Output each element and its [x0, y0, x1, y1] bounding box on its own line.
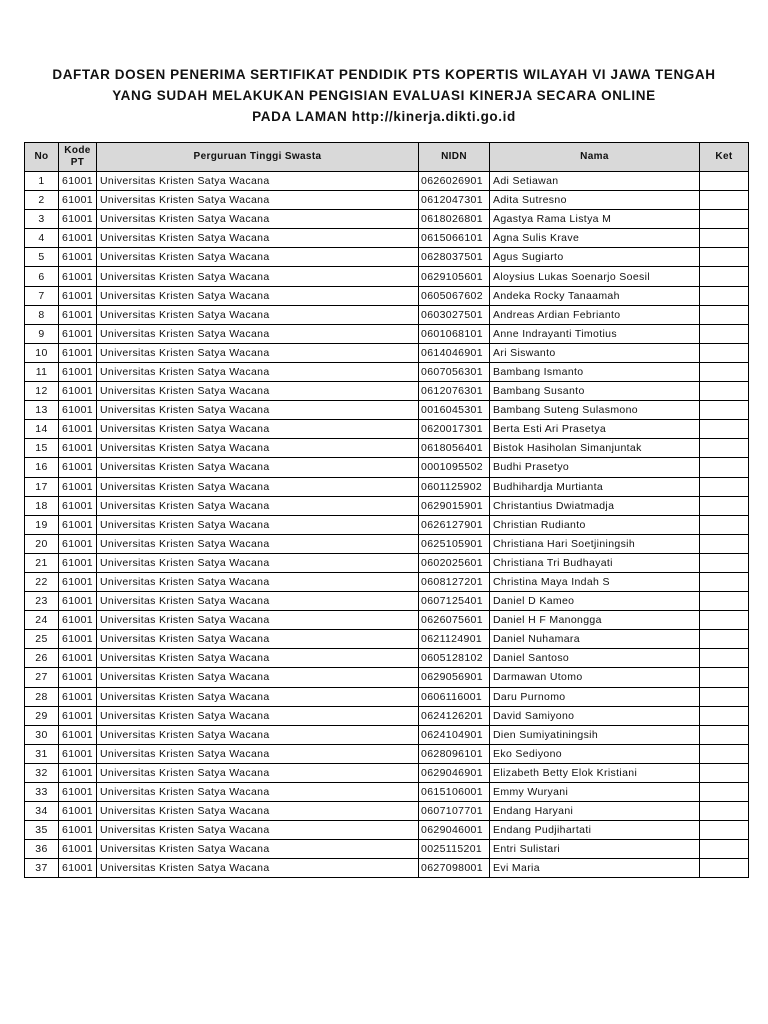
lecturer-table	[24, 142, 749, 878]
cell-nama: Agna Sulis Krave	[490, 229, 700, 248]
cell-perguruan-tinggi: Universitas Kristen Satya Wacana	[97, 267, 419, 286]
cell-ket	[700, 802, 749, 821]
cell-nama: Endang Haryani	[490, 802, 700, 821]
cell-nama: Ari Siswanto	[490, 343, 700, 362]
cell-kode-pt: 61001	[59, 286, 97, 305]
cell-no: 5	[25, 248, 59, 267]
cell-perguruan-tinggi: Universitas Kristen Satya Wacana	[97, 534, 419, 553]
cell-perguruan-tinggi: Universitas Kristen Satya Wacana	[97, 229, 419, 248]
cell-perguruan-tinggi: Universitas Kristen Satya Wacana	[97, 401, 419, 420]
cell-no: 9	[25, 324, 59, 343]
cell-kode-pt: 61001	[59, 496, 97, 515]
cell-kode-pt: 61001	[59, 458, 97, 477]
cell-kode-pt: 61001	[59, 687, 97, 706]
cell-nama: Christina Maya Indah S	[490, 572, 700, 591]
cell-perguruan-tinggi: Universitas Kristen Satya Wacana	[97, 420, 419, 439]
cell-ket	[700, 821, 749, 840]
cell-nama: Evi Maria	[490, 859, 700, 878]
cell-no: 20	[25, 534, 59, 553]
cell-nidn: 0629056901	[419, 668, 490, 687]
cell-nidn: 0612076301	[419, 382, 490, 401]
cell-kode-pt: 61001	[59, 362, 97, 381]
cell-no: 31	[25, 744, 59, 763]
cell-kode-pt: 61001	[59, 401, 97, 420]
header-kode-pt: Kode PT	[59, 143, 97, 172]
cell-ket	[700, 611, 749, 630]
cell-kode-pt: 61001	[59, 553, 97, 572]
table-row	[25, 191, 749, 210]
cell-ket	[700, 687, 749, 706]
cell-nama: Budhi Prasetyo	[490, 458, 700, 477]
cell-kode-pt: 61001	[59, 725, 97, 744]
table-row	[25, 553, 749, 572]
cell-ket	[700, 668, 749, 687]
cell-perguruan-tinggi: Universitas Kristen Satya Wacana	[97, 496, 419, 515]
cell-nidn: 0626026901	[419, 172, 490, 191]
cell-ket	[700, 382, 749, 401]
cell-kode-pt: 61001	[59, 248, 97, 267]
cell-nidn: 0602025601	[419, 553, 490, 572]
cell-nidn: 0618026801	[419, 210, 490, 229]
cell-nama: Endang Pudjihartati	[490, 821, 700, 840]
title-line-1: DAFTAR DOSEN PENERIMA SERTIFIKAT PENDIDIK PTS KOPERTIS WILAYAH VI JAWA TENGAH	[52, 67, 716, 82]
cell-kode-pt: 61001	[59, 420, 97, 439]
cell-no: 4	[25, 229, 59, 248]
cell-nama: Budhihardja Murtianta	[490, 477, 700, 496]
cell-kode-pt: 61001	[59, 763, 97, 782]
cell-nama: Entri Sulistari	[490, 840, 700, 859]
cell-perguruan-tinggi: Universitas Kristen Satya Wacana	[97, 840, 419, 859]
table-row	[25, 420, 749, 439]
header-nama: Nama	[490, 143, 700, 172]
table-body	[25, 172, 749, 878]
cell-nidn: 0606116001	[419, 687, 490, 706]
cell-no: 30	[25, 725, 59, 744]
cell-nidn: 0025115201	[419, 840, 490, 859]
cell-no: 27	[25, 668, 59, 687]
cell-perguruan-tinggi: Universitas Kristen Satya Wacana	[97, 668, 419, 687]
cell-perguruan-tinggi: Universitas Kristen Satya Wacana	[97, 324, 419, 343]
cell-nidn: 0624104901	[419, 725, 490, 744]
cell-kode-pt: 61001	[59, 515, 97, 534]
cell-perguruan-tinggi: Universitas Kristen Satya Wacana	[97, 630, 419, 649]
cell-kode-pt: 61001	[59, 572, 97, 591]
table-row	[25, 515, 749, 534]
cell-perguruan-tinggi: Universitas Kristen Satya Wacana	[97, 592, 419, 611]
table-row	[25, 783, 749, 802]
cell-ket	[700, 439, 749, 458]
table-row	[25, 362, 749, 381]
cell-ket	[700, 496, 749, 515]
cell-no: 16	[25, 458, 59, 477]
cell-ket	[700, 286, 749, 305]
cell-kode-pt: 61001	[59, 267, 97, 286]
table-row	[25, 725, 749, 744]
cell-perguruan-tinggi: Universitas Kristen Satya Wacana	[97, 572, 419, 591]
cell-nidn: 0601125902	[419, 477, 490, 496]
cell-nidn: 0626127901	[419, 515, 490, 534]
table-row	[25, 248, 749, 267]
cell-nidn: 0603027501	[419, 305, 490, 324]
cell-ket	[700, 362, 749, 381]
cell-perguruan-tinggi: Universitas Kristen Satya Wacana	[97, 763, 419, 782]
cell-kode-pt: 61001	[59, 802, 97, 821]
cell-nidn: 0607125401	[419, 592, 490, 611]
table-row	[25, 172, 749, 191]
cell-nama: Bambang Ismanto	[490, 362, 700, 381]
cell-no: 22	[25, 572, 59, 591]
cell-ket	[700, 840, 749, 859]
cell-ket	[700, 210, 749, 229]
cell-nama: Daru Purnomo	[490, 687, 700, 706]
table-row	[25, 859, 749, 878]
cell-nama: Daniel D Kameo	[490, 592, 700, 611]
cell-kode-pt: 61001	[59, 172, 97, 191]
cell-no: 15	[25, 439, 59, 458]
cell-nama: Christiana Hari Soetjiningsih	[490, 534, 700, 553]
cell-no: 8	[25, 305, 59, 324]
table-row	[25, 401, 749, 420]
cell-kode-pt: 61001	[59, 744, 97, 763]
cell-perguruan-tinggi: Universitas Kristen Satya Wacana	[97, 859, 419, 878]
table-row	[25, 343, 749, 362]
cell-no: 24	[25, 611, 59, 630]
cell-ket	[700, 229, 749, 248]
cell-no: 1	[25, 172, 59, 191]
cell-no: 14	[25, 420, 59, 439]
table-row	[25, 210, 749, 229]
table-row	[25, 668, 749, 687]
cell-perguruan-tinggi: Universitas Kristen Satya Wacana	[97, 744, 419, 763]
cell-nama: Dien Sumiyatiningsih	[490, 725, 700, 744]
table-row	[25, 840, 749, 859]
cell-perguruan-tinggi: Universitas Kristen Satya Wacana	[97, 802, 419, 821]
cell-ket	[700, 630, 749, 649]
cell-ket	[700, 572, 749, 591]
cell-nidn: 0629105601	[419, 267, 490, 286]
cell-nidn: 0628096101	[419, 744, 490, 763]
cell-ket	[700, 783, 749, 802]
cell-kode-pt: 61001	[59, 611, 97, 630]
table-row	[25, 305, 749, 324]
table-row	[25, 458, 749, 477]
cell-no: 12	[25, 382, 59, 401]
cell-no: 17	[25, 477, 59, 496]
cell-ket	[700, 420, 749, 439]
header-row	[25, 143, 749, 172]
cell-no: 7	[25, 286, 59, 305]
cell-perguruan-tinggi: Universitas Kristen Satya Wacana	[97, 783, 419, 802]
cell-nidn: 0621124901	[419, 630, 490, 649]
cell-nidn: 0607107701	[419, 802, 490, 821]
table-row	[25, 439, 749, 458]
cell-ket	[700, 534, 749, 553]
table-row	[25, 477, 749, 496]
cell-nidn: 0605128102	[419, 649, 490, 668]
cell-ket	[700, 649, 749, 668]
cell-nama: Berta Esti Ari Prasetya	[490, 420, 700, 439]
cell-perguruan-tinggi: Universitas Kristen Satya Wacana	[97, 191, 419, 210]
cell-no: 35	[25, 821, 59, 840]
cell-nidn: 0016045301	[419, 401, 490, 420]
title-line-3: PADA LAMAN http://kinerja.dikti.go.id	[252, 109, 516, 124]
cell-no: 6	[25, 267, 59, 286]
cell-perguruan-tinggi: Universitas Kristen Satya Wacana	[97, 649, 419, 668]
cell-no: 28	[25, 687, 59, 706]
cell-ket	[700, 763, 749, 782]
cell-nidn: 0626075601	[419, 611, 490, 630]
cell-no: 21	[25, 553, 59, 572]
table-row	[25, 267, 749, 286]
cell-ket	[700, 477, 749, 496]
cell-perguruan-tinggi: Universitas Kristen Satya Wacana	[97, 687, 419, 706]
cell-no: 18	[25, 496, 59, 515]
cell-nama: Andreas Ardian Febrianto	[490, 305, 700, 324]
cell-kode-pt: 61001	[59, 229, 97, 248]
table-row	[25, 649, 749, 668]
cell-nidn: 0615106001	[419, 783, 490, 802]
cell-nidn: 0601068101	[419, 324, 490, 343]
cell-perguruan-tinggi: Universitas Kristen Satya Wacana	[97, 382, 419, 401]
cell-perguruan-tinggi: Universitas Kristen Satya Wacana	[97, 362, 419, 381]
cell-ket	[700, 725, 749, 744]
cell-no: 3	[25, 210, 59, 229]
table-row	[25, 534, 749, 553]
cell-ket	[700, 458, 749, 477]
cell-nama: Daniel Nuhamara	[490, 630, 700, 649]
cell-kode-pt: 61001	[59, 706, 97, 725]
cell-no: 13	[25, 401, 59, 420]
header-no: No	[25, 143, 59, 172]
cell-kode-pt: 61001	[59, 783, 97, 802]
cell-ket	[700, 553, 749, 572]
cell-kode-pt: 61001	[59, 534, 97, 553]
cell-perguruan-tinggi: Universitas Kristen Satya Wacana	[97, 553, 419, 572]
cell-kode-pt: 61001	[59, 840, 97, 859]
cell-nidn: 0620017301	[419, 420, 490, 439]
cell-kode-pt: 61001	[59, 305, 97, 324]
cell-nama: Aloysius Lukas Soenarjo Soesil	[490, 267, 700, 286]
cell-perguruan-tinggi: Universitas Kristen Satya Wacana	[97, 611, 419, 630]
cell-nidn: 0629046001	[419, 821, 490, 840]
cell-no: 32	[25, 763, 59, 782]
cell-nama: Darmawan Utomo	[490, 668, 700, 687]
cell-nidn: 0001095502	[419, 458, 490, 477]
cell-nidn: 0614046901	[419, 343, 490, 362]
cell-ket	[700, 515, 749, 534]
cell-ket	[700, 859, 749, 878]
table-header	[25, 143, 749, 172]
cell-nama: Agastya Rama Listya M	[490, 210, 700, 229]
header-perguruan-tinggi: Perguruan Tinggi Swasta	[97, 143, 419, 172]
cell-no: 19	[25, 515, 59, 534]
cell-kode-pt: 61001	[59, 649, 97, 668]
cell-nidn: 0612047301	[419, 191, 490, 210]
table-row	[25, 592, 749, 611]
cell-nidn: 0629015901	[419, 496, 490, 515]
cell-perguruan-tinggi: Universitas Kristen Satya Wacana	[97, 439, 419, 458]
cell-perguruan-tinggi: Universitas Kristen Satya Wacana	[97, 210, 419, 229]
cell-nidn: 0605067602	[419, 286, 490, 305]
cell-ket	[700, 305, 749, 324]
table-row	[25, 572, 749, 591]
cell-nama: Adita Sutresno	[490, 191, 700, 210]
cell-nidn: 0608127201	[419, 572, 490, 591]
table-row	[25, 802, 749, 821]
cell-kode-pt: 61001	[59, 324, 97, 343]
cell-no: 29	[25, 706, 59, 725]
cell-nidn: 0629046901	[419, 763, 490, 782]
cell-perguruan-tinggi: Universitas Kristen Satya Wacana	[97, 343, 419, 362]
table-row	[25, 382, 749, 401]
cell-nidn: 0607056301	[419, 362, 490, 381]
header-ket: Ket	[700, 143, 749, 172]
cell-nama: Andeka Rocky Tanaamah	[490, 286, 700, 305]
cell-nama: Elizabeth Betty Elok Kristiani	[490, 763, 700, 782]
cell-nama: Daniel H F Manongga	[490, 611, 700, 630]
table-row	[25, 611, 749, 630]
cell-nama: David Samiyono	[490, 706, 700, 725]
cell-perguruan-tinggi: Universitas Kristen Satya Wacana	[97, 821, 419, 840]
cell-perguruan-tinggi: Universitas Kristen Satya Wacana	[97, 286, 419, 305]
cell-ket	[700, 267, 749, 286]
cell-nama: Bistok Hasiholan Simanjuntak	[490, 439, 700, 458]
cell-no: 10	[25, 343, 59, 362]
table-row	[25, 763, 749, 782]
cell-perguruan-tinggi: Universitas Kristen Satya Wacana	[97, 305, 419, 324]
cell-nama: Christantius Dwiatmadja	[490, 496, 700, 515]
cell-no: 37	[25, 859, 59, 878]
cell-perguruan-tinggi: Universitas Kristen Satya Wacana	[97, 172, 419, 191]
cell-perguruan-tinggi: Universitas Kristen Satya Wacana	[97, 477, 419, 496]
cell-ket	[700, 343, 749, 362]
cell-ket	[700, 172, 749, 191]
cell-no: 26	[25, 649, 59, 668]
cell-nama: Adi Setiawan	[490, 172, 700, 191]
cell-nidn: 0624126201	[419, 706, 490, 725]
cell-nidn: 0618056401	[419, 439, 490, 458]
cell-nama: Anne Indrayanti Timotius	[490, 324, 700, 343]
cell-ket	[700, 248, 749, 267]
cell-nama: Christiana Tri Budhayati	[490, 553, 700, 572]
cell-kode-pt: 61001	[59, 191, 97, 210]
cell-perguruan-tinggi: Universitas Kristen Satya Wacana	[97, 458, 419, 477]
cell-nidn: 0628037501	[419, 248, 490, 267]
cell-ket	[700, 706, 749, 725]
cell-no: 33	[25, 783, 59, 802]
cell-nidn: 0625105901	[419, 534, 490, 553]
cell-nama: Agus Sugiarto	[490, 248, 700, 267]
cell-kode-pt: 61001	[59, 821, 97, 840]
table-row	[25, 687, 749, 706]
cell-kode-pt: 61001	[59, 439, 97, 458]
cell-kode-pt: 61001	[59, 210, 97, 229]
cell-no: 34	[25, 802, 59, 821]
cell-perguruan-tinggi: Universitas Kristen Satya Wacana	[97, 515, 419, 534]
cell-perguruan-tinggi: Universitas Kristen Satya Wacana	[97, 706, 419, 725]
table-row	[25, 496, 749, 515]
header-nidn: NIDN	[419, 143, 490, 172]
cell-kode-pt: 61001	[59, 477, 97, 496]
cell-kode-pt: 61001	[59, 382, 97, 401]
table-row	[25, 821, 749, 840]
table-row	[25, 744, 749, 763]
table-row	[25, 229, 749, 248]
cell-perguruan-tinggi: Universitas Kristen Satya Wacana	[97, 725, 419, 744]
table-row	[25, 706, 749, 725]
cell-ket	[700, 744, 749, 763]
cell-no: 25	[25, 630, 59, 649]
title-line-2: YANG SUDAH MELAKUKAN PENGISIAN EVALUASI KINERJA SECARA ONLINE	[112, 88, 656, 103]
cell-ket	[700, 401, 749, 420]
cell-kode-pt: 61001	[59, 343, 97, 362]
table-row	[25, 630, 749, 649]
cell-no: 2	[25, 191, 59, 210]
cell-nama: Daniel Santoso	[490, 649, 700, 668]
cell-ket	[700, 324, 749, 343]
cell-no: 23	[25, 592, 59, 611]
cell-nama: Emmy Wuryani	[490, 783, 700, 802]
cell-kode-pt: 61001	[59, 592, 97, 611]
cell-ket	[700, 592, 749, 611]
cell-no: 36	[25, 840, 59, 859]
cell-no: 11	[25, 362, 59, 381]
cell-perguruan-tinggi: Universitas Kristen Satya Wacana	[97, 248, 419, 267]
cell-kode-pt: 61001	[59, 630, 97, 649]
cell-kode-pt: 61001	[59, 668, 97, 687]
cell-nama: Christian Rudianto	[490, 515, 700, 534]
table-row	[25, 286, 749, 305]
cell-nidn: 0615066101	[419, 229, 490, 248]
cell-ket	[700, 191, 749, 210]
cell-nama: Bambang Suteng Sulasmono	[490, 401, 700, 420]
document-title	[0, 64, 768, 127]
cell-kode-pt: 61001	[59, 859, 97, 878]
cell-nama: Bambang Susanto	[490, 382, 700, 401]
cell-nama: Eko Sediyono	[490, 744, 700, 763]
cell-nidn: 0627098001	[419, 859, 490, 878]
table-row	[25, 324, 749, 343]
